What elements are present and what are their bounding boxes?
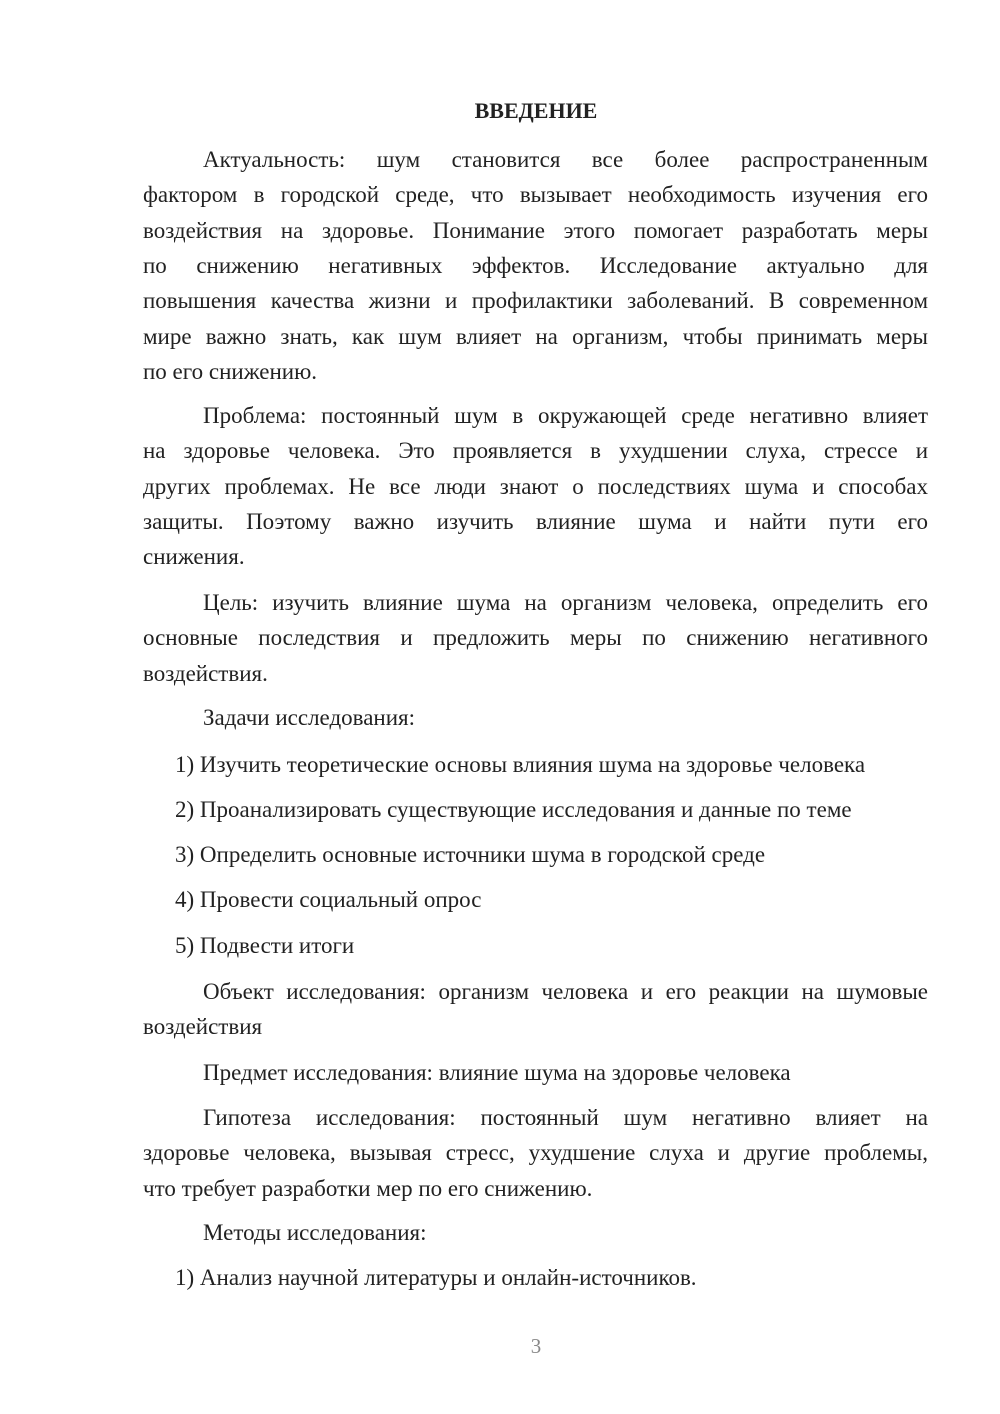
paragraph-line: Предмет исследования: влияние шума на здоровье человека	[203, 1060, 791, 1085]
list-item: 4) Провести социальный опрос	[175, 887, 482, 912]
paragraph-line: снижения.	[143, 544, 245, 570]
paragraph-line: воздействия на здоровье. Понимание этого помогает разработать меры	[143, 217, 928, 243]
page-number: 3	[530, 1334, 542, 1358]
paragraph-line: защиты. Поэтому важно изучить влияние шума и найти пути его	[143, 508, 928, 534]
list-item: 5) Подвести итоги	[175, 933, 355, 958]
paragraph-line: что требует разработки мер по его снижению.	[143, 1175, 593, 1201]
paragraph-line: на здоровье человека. Это проявляется в ухудшении слуха, стрессе и	[143, 438, 928, 464]
paragraph-line: здоровье человека, вызывая стресс, ухудшение слуха и другие проблемы,	[143, 1140, 928, 1166]
page-title: ВВЕДЕНИЕ	[474, 98, 598, 123]
paragraph-line: основные последствия и предложить меры по снижению негативного	[143, 625, 928, 651]
paragraph-line: мире важно знать, как шум влияет на организм, чтобы принимать меры	[143, 323, 928, 349]
list-item: 3) Определить основные источники шума в городской среде	[175, 842, 766, 867]
paragraph-line: других проблемах. Не все люди знают о последствиях шума и способах	[143, 473, 928, 499]
paragraph-line: фактором в городской среде, что вызывает необходимость изучения его	[143, 182, 928, 208]
list-item: 2) Проанализировать существующие исследования и данные по теме	[175, 797, 852, 822]
paragraph-line: по снижению негативных эффектов. Исследование актуально для	[143, 252, 928, 278]
paragraph-line: воздействия	[143, 1014, 263, 1040]
paragraph-line: Методы исследования:	[203, 1220, 427, 1245]
list-item: 1) Изучить теоретические основы влияния шума на здоровье человека	[175, 752, 866, 777]
paragraph-line: воздействия.	[143, 660, 268, 686]
paragraph-line: Объект исследования: организм человека и его реакции на шумовые	[203, 979, 928, 1004]
paragraph-line: Проблема: постоянный шум в окружающей среде негативно влияет	[203, 403, 928, 428]
list-item: 1) Анализ научной литературы и онлайн-источников.	[175, 1265, 697, 1290]
paragraph-line: Актуальность: шум становится все более распространенным	[203, 147, 928, 172]
paragraph-line: Гипотеза исследования: постоянный шум негативно влияет на	[203, 1105, 928, 1130]
paragraph-line: Задачи исследования:	[203, 705, 416, 730]
paragraph-line: Цель: изучить влияние шума на организм человека, определить его	[203, 590, 928, 615]
paragraph-line: повышения качества жизни и профилактики заболеваний. В современном	[143, 288, 928, 314]
paragraph-line: по его снижению.	[143, 358, 318, 384]
